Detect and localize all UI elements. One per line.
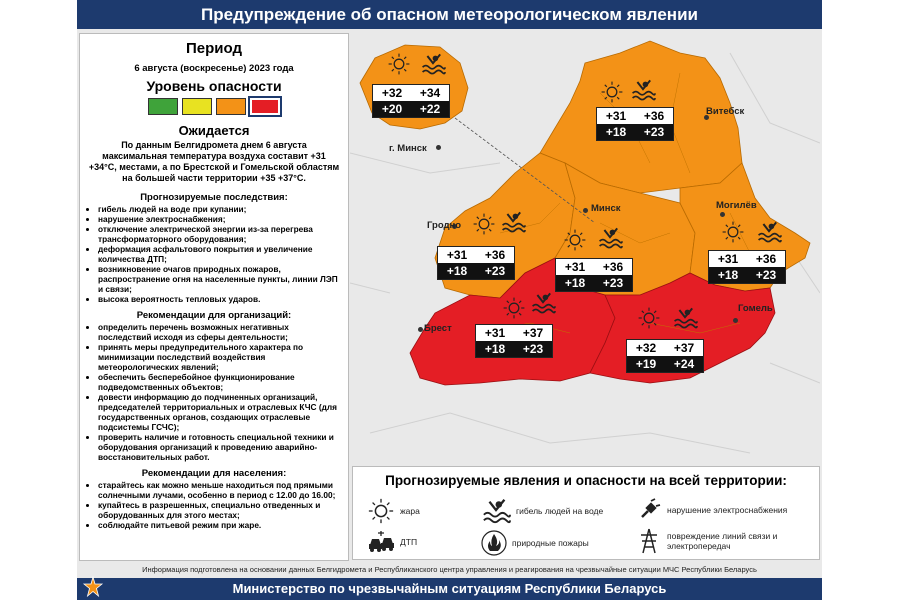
day-temp-max: +36 — [643, 109, 665, 123]
day-temp-max: +36 — [602, 260, 624, 274]
sun-icon — [472, 212, 496, 236]
night-temp-max: +23 — [602, 276, 624, 290]
fire-icon — [481, 529, 507, 557]
night-temp-min: +18 — [564, 276, 586, 290]
list-item: • купайтесь в разрешенных, специально отведенных и оборудованных для этого местах; — [98, 500, 342, 520]
list-item: • высока вероятность тепловых ударов. — [98, 294, 342, 304]
list-item: • соблюдайте питьевой режим при жаре. — [98, 520, 342, 530]
city-label-minsk-city: г. Минск — [389, 143, 427, 154]
sun-icon — [563, 228, 587, 252]
expected-text: По данным Белгидромета днем 6 августа максимальная температура воздуха составит +31 +34°С, местами, а по Брестской и Гомельской областям на большей части территории +35 +37°С. — [88, 140, 340, 183]
list-item: • обеспечить бесперебойное функционирование подведомственных объектов; — [98, 372, 342, 392]
info-panel — [79, 33, 349, 561]
footer-ministry: Министерство по чрезвычайным ситуациям Республики Беларусь — [77, 578, 822, 600]
night-temp-min: +19 — [635, 357, 657, 371]
city-label-minsk: Минск — [591, 203, 621, 214]
night-temp-max: +24 — [673, 357, 695, 371]
legend-label: гибель людей на воде — [516, 506, 604, 516]
day-temp-min: +31 — [446, 248, 468, 262]
sun-icon — [502, 296, 526, 320]
level-red-swatch-selected — [250, 98, 280, 115]
day-temp-max: +37 — [522, 326, 544, 340]
city-dot-minsk — [583, 208, 588, 213]
consequences-list — [80, 204, 348, 304]
list-item: • возникновение очагов природных пожаров, распространение огня на населенные пункты, линии ЛЭП и связи; — [98, 264, 342, 294]
night-temp-min: +18 — [484, 342, 506, 356]
drowning-icon — [630, 78, 656, 102]
city-label-mogilev: Могилёв — [716, 200, 757, 211]
source-note: Информация подготовлена на основании данных Белгидромета и Республиканского центра управления и реагирования на чрезвычайные ситуации МЧС Республики Беларусь — [142, 565, 757, 574]
list-item: • довести информацию до подчиненных организаций, председателей территориальных и отраслевых КЧС (для государственных органов, создающих отраслевые подсистемы ГСЧС); — [98, 392, 342, 432]
night-temp-min: +18 — [446, 264, 468, 278]
sun-icon — [637, 306, 661, 330]
temp-box-mogilev — [708, 250, 786, 284]
night-temp-min: +18 — [605, 125, 627, 139]
city-label-grodno: Гродно — [427, 220, 462, 231]
list-item: • проверить наличие и готовность специальной техники и оборудования организаций к проведению аварийно-восстановительных работ. — [98, 432, 342, 462]
temp-box-grodno — [437, 246, 515, 280]
period-date: 6 августа (воскресенье) 2023 года — [134, 63, 294, 74]
legend-item-wildfire — [481, 529, 589, 557]
danger-level-scale — [80, 98, 348, 115]
legend-label: повреждение линий связи и электропередач — [667, 531, 778, 551]
legend-item-power-outage — [636, 497, 787, 523]
city-dot-mogilev — [720, 212, 725, 217]
level-yellow-swatch — [182, 98, 212, 115]
drowning-icon — [481, 497, 511, 525]
day-temp-max: +36 — [484, 248, 506, 262]
temp-box-minsk — [555, 258, 633, 292]
night-temp-max: +23 — [484, 264, 506, 278]
legend-label: природные пожары — [512, 538, 589, 548]
level-orange-swatch — [216, 98, 246, 115]
drowning-icon — [756, 220, 782, 244]
expected-title: Ожидается — [178, 123, 250, 138]
mchs-emblem-icon — [82, 576, 104, 598]
hazards-legend — [352, 466, 820, 560]
day-temp-min: +31 — [605, 109, 627, 123]
day-temp-min: +32 — [635, 341, 657, 355]
list-item: • определить перечень возможных негативных последствий исходя из сферы деятельности; — [98, 322, 342, 342]
sun-icon — [387, 52, 411, 76]
drowning-icon — [500, 210, 526, 234]
plug-icon — [636, 497, 662, 523]
day-temp-min: +31 — [717, 252, 739, 266]
danger-level-title: Уровень опасности — [146, 78, 282, 94]
day-temp-min: +32 — [381, 86, 403, 100]
sun-icon — [600, 80, 624, 104]
city-label-brest: Брест — [424, 323, 452, 334]
car-crash-icon — [367, 529, 395, 555]
list-item: • нарушение электроснабжения; — [98, 214, 342, 224]
temp-box-minsk-city — [372, 84, 450, 118]
drowning-icon — [530, 291, 556, 315]
day-temp-max: +37 — [673, 341, 695, 355]
period-title: Период — [186, 40, 242, 57]
day-temp-max: +34 — [419, 86, 441, 100]
sun-icon — [721, 220, 745, 244]
city-dot-gomel — [733, 318, 738, 323]
population-recommendations-list — [80, 480, 348, 530]
page-title: Предупреждение об опасном метеорологическом явлении — [77, 0, 822, 29]
temp-box-vitebsk — [596, 107, 674, 141]
city-label-vitebsk: Витебск — [706, 106, 745, 117]
night-temp-max: +23 — [643, 125, 665, 139]
day-temp-max: +36 — [755, 252, 777, 266]
consequences-title: Прогнозируемые последствия: — [140, 192, 288, 203]
legend-item-heat — [367, 497, 420, 525]
temp-box-brest — [475, 324, 553, 358]
day-temp-min: +31 — [564, 260, 586, 274]
city-label-gomel: Гомель — [738, 303, 773, 314]
power-line-icon — [636, 527, 662, 555]
legend-title: Прогнозируемые явления и опасности на всей территории: — [385, 473, 787, 488]
drowning-icon — [672, 306, 698, 330]
legend-label: жара — [400, 506, 420, 516]
drowning-icon — [597, 226, 623, 250]
list-item: • старайтесь как можно меньше находиться под прямыми солнечными лучами, особенно в период с 12.00 до 16.00; — [98, 480, 342, 500]
city-dot-minsk-city — [436, 145, 441, 150]
temp-box-gomel — [626, 339, 704, 373]
list-item: • гибель людей на воде при купании; — [98, 204, 342, 214]
population-recommendations-title: Рекомендации для населения: — [141, 468, 287, 479]
list-item: • принять меры предупредительного характера по минимизации последствий воздействия метеорологических явлений; — [98, 342, 342, 372]
night-temp-max: +22 — [419, 102, 441, 116]
sun-icon — [367, 497, 395, 525]
night-temp-min: +20 — [381, 102, 403, 116]
legend-item-accident — [367, 529, 417, 555]
list-item: • отключение электрической энергии из-за перегрева трансформаторного оборудования; — [98, 224, 342, 244]
night-temp-max: +23 — [522, 342, 544, 356]
drowning-icon — [420, 52, 446, 76]
day-temp-min: +31 — [484, 326, 506, 340]
legend-item-drowning — [481, 497, 603, 525]
city-dot-brest — [418, 327, 423, 332]
legend-label: ДТП — [400, 537, 418, 547]
night-temp-max: +23 — [755, 268, 777, 282]
org-recommendations-list — [80, 322, 348, 462]
legend-item-power-lines — [636, 527, 807, 555]
org-recommendations-title: Рекомендации для организаций: — [136, 310, 292, 321]
legend-label: нарушение электроснабжения — [667, 505, 788, 515]
night-temp-min: +18 — [717, 268, 739, 282]
list-item: • деформация асфальтового покрытия и увеличение количества ДТП; — [98, 244, 342, 264]
level-green-swatch — [148, 98, 178, 115]
